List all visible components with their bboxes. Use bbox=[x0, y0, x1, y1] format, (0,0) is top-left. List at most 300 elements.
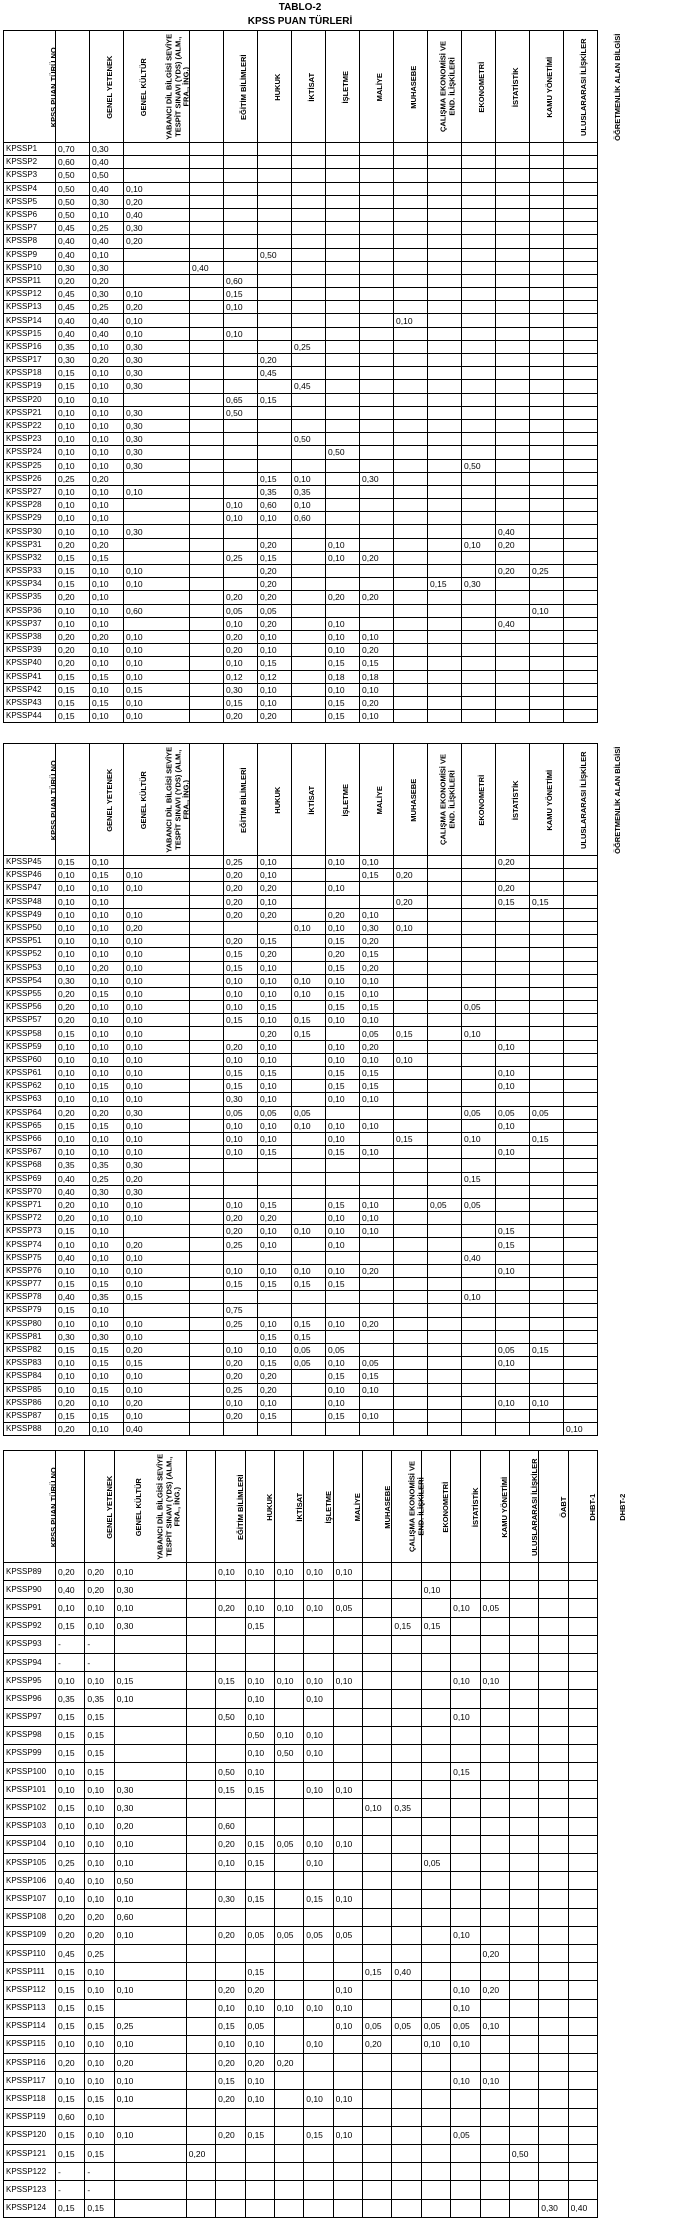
table-cell: 0,35 bbox=[56, 340, 90, 353]
table-cell: 0,15 bbox=[496, 1238, 530, 1251]
table-cell bbox=[530, 1383, 564, 1396]
table-cell bbox=[451, 1635, 480, 1653]
row-code: KPSSP19 bbox=[4, 380, 56, 393]
table-cell: 0,15 bbox=[216, 2017, 245, 2035]
table-cell bbox=[564, 948, 598, 961]
table-cell: 0,40 bbox=[56, 1872, 85, 1890]
table-cell: 0,20 bbox=[258, 882, 292, 895]
table-cell bbox=[539, 1817, 568, 1835]
table-cell bbox=[274, 1872, 303, 1890]
table-cell bbox=[292, 604, 326, 617]
table-cell bbox=[186, 1981, 215, 1999]
table-cell: 0,10 bbox=[360, 710, 394, 723]
table-cell bbox=[428, 274, 462, 287]
row-code: KPSSP31 bbox=[4, 538, 56, 551]
table-cell: 0,10 bbox=[85, 1817, 114, 1835]
table-cell: 0,10 bbox=[90, 380, 124, 393]
table-cell bbox=[224, 1027, 258, 1040]
row-code: KPSSP48 bbox=[4, 895, 56, 908]
table-cell bbox=[530, 644, 564, 657]
table-cell bbox=[530, 1317, 564, 1330]
table-cell: 0,10 bbox=[56, 2072, 85, 2090]
table-cell bbox=[480, 1726, 509, 1744]
row-code: KPSSP52 bbox=[4, 948, 56, 961]
table-cell: 0,10 bbox=[496, 1080, 530, 1093]
table-cell: 0,10 bbox=[421, 1581, 450, 1599]
table-cell bbox=[496, 288, 530, 301]
table-cell: 0,10 bbox=[245, 2090, 274, 2108]
table-cell bbox=[568, 1781, 597, 1799]
table-cell: 0,10 bbox=[326, 551, 360, 564]
table-cell: 0,10 bbox=[56, 459, 90, 472]
table-cell bbox=[190, 948, 224, 961]
table-cell bbox=[428, 1080, 462, 1093]
column-header-label: KPSS PUAN TÜRÜ NO bbox=[48, 1467, 58, 1548]
table-cell bbox=[245, 2181, 274, 2199]
table-cell bbox=[564, 525, 598, 538]
column-header-label: KAMU YÖNETİMİ bbox=[544, 57, 554, 118]
table-cell bbox=[462, 869, 496, 882]
table-cell: 0,10 bbox=[496, 1357, 530, 1370]
table-cell bbox=[564, 380, 598, 393]
table-cell: 0,10 bbox=[304, 1999, 333, 2017]
table-cell: 0,10 bbox=[90, 512, 124, 525]
table-cell: 0,20 bbox=[245, 1981, 274, 1999]
column-header-label: İKTİSAT bbox=[306, 73, 316, 102]
row-code: KPSSP51 bbox=[4, 935, 56, 948]
table-cell bbox=[190, 882, 224, 895]
table-cell bbox=[245, 1799, 274, 1817]
table-row bbox=[4, 274, 598, 287]
table-cell bbox=[245, 1908, 274, 1926]
table-cell bbox=[190, 604, 224, 617]
table-cell: 0,10 bbox=[56, 1067, 90, 1080]
table-cell bbox=[496, 1212, 530, 1225]
table-cell bbox=[363, 1653, 392, 1671]
table-cell bbox=[496, 406, 530, 419]
table-cell bbox=[568, 2181, 597, 2199]
table-cell: 0,10 bbox=[90, 525, 124, 538]
table-cell: 0,05 bbox=[421, 1854, 450, 1872]
table-cell bbox=[190, 591, 224, 604]
table-cell: 0,10 bbox=[114, 1926, 186, 1944]
column-header-label: İKTİSAT bbox=[294, 1493, 304, 1522]
table-cell bbox=[360, 499, 394, 512]
row-code: KPSSP110 bbox=[4, 1944, 56, 1962]
table-cell bbox=[564, 987, 598, 1000]
table-cell: 0,10 bbox=[258, 1040, 292, 1053]
table-cell bbox=[564, 1343, 598, 1356]
table-cell bbox=[360, 143, 394, 156]
table-cell: 0,10 bbox=[258, 961, 292, 974]
table-cell: 0,15 bbox=[224, 1014, 258, 1027]
table-cell bbox=[394, 1357, 428, 1370]
table-cell: 0,15 bbox=[245, 1890, 274, 1908]
table-cell: 0,12 bbox=[224, 670, 258, 683]
table-cell bbox=[539, 1763, 568, 1781]
table-row bbox=[4, 222, 598, 235]
table-cell: 0,10 bbox=[56, 1238, 90, 1251]
row-code: KPSSP112 bbox=[4, 1981, 56, 1999]
row-code: KPSSP90 bbox=[4, 1581, 56, 1599]
table-cell bbox=[421, 2054, 450, 2072]
table-cell bbox=[421, 1981, 450, 1999]
table-cell bbox=[216, 2145, 245, 2163]
table-row bbox=[4, 301, 598, 314]
table-cell bbox=[530, 1370, 564, 1383]
table-cell bbox=[392, 1581, 421, 1599]
table-row bbox=[4, 1278, 598, 1291]
table-cell: 0,15 bbox=[245, 1617, 274, 1635]
table-cell: 0,20 bbox=[363, 2035, 392, 2053]
table-row bbox=[4, 974, 598, 987]
table-row bbox=[4, 1672, 598, 1690]
column-header-label: DHBT-2 bbox=[617, 1493, 627, 1522]
column-header-label: İSTATİSTİK bbox=[510, 780, 520, 821]
table-cell bbox=[274, 2035, 303, 2053]
table-cell bbox=[428, 869, 462, 882]
table-cell bbox=[530, 1278, 564, 1291]
table-cell bbox=[496, 195, 530, 208]
table-cell bbox=[564, 301, 598, 314]
table-cell bbox=[186, 1944, 215, 1962]
table-cell: 0,10 bbox=[56, 512, 90, 525]
table-cell bbox=[480, 1708, 509, 1726]
table-cell bbox=[292, 1291, 326, 1304]
table-cell bbox=[421, 2090, 450, 2108]
table-cell: 0,15 bbox=[90, 696, 124, 709]
table-cell: 0,20 bbox=[216, 1926, 245, 1944]
table-cell: 0,15 bbox=[85, 2145, 114, 2163]
table-cell: 0,10 bbox=[124, 1251, 190, 1264]
table-cell: 0,10 bbox=[124, 1212, 190, 1225]
table-row bbox=[4, 261, 598, 274]
table-cell: 0,30 bbox=[224, 683, 258, 696]
table-cell: 0,10 bbox=[90, 948, 124, 961]
table-cell: 0,10 bbox=[90, 1423, 124, 1436]
table-cell bbox=[480, 1926, 509, 1944]
table-cell bbox=[509, 1781, 538, 1799]
table-cell: - bbox=[85, 1635, 114, 1653]
table-row bbox=[4, 1708, 598, 1726]
table-cell bbox=[124, 393, 190, 406]
table-cell bbox=[539, 1890, 568, 1908]
table-cell: 0,10 bbox=[124, 578, 190, 591]
table-cell bbox=[480, 1653, 509, 1671]
table-cell: 0,10 bbox=[56, 908, 90, 921]
table-cell bbox=[509, 1872, 538, 1890]
table-cell: 0,15 bbox=[326, 696, 360, 709]
table-cell bbox=[428, 1225, 462, 1238]
row-code: KPSSP94 bbox=[4, 1653, 56, 1671]
table-cell bbox=[462, 472, 496, 485]
table-cell bbox=[462, 195, 496, 208]
table-cell: 0,10 bbox=[496, 1119, 530, 1132]
table-cell bbox=[258, 314, 292, 327]
table-cell bbox=[186, 1635, 215, 1653]
table-cell bbox=[568, 1963, 597, 1981]
table-cell bbox=[530, 248, 564, 261]
table-cell bbox=[428, 604, 462, 617]
table-cell bbox=[114, 2199, 186, 2217]
table-cell: 0,25 bbox=[224, 551, 258, 564]
table-cell bbox=[394, 565, 428, 578]
table-cell bbox=[258, 1304, 292, 1317]
column-header-label: ULUSLARARASI İLİŞKİLER bbox=[529, 1458, 539, 1557]
table-cell bbox=[363, 2145, 392, 2163]
table-row bbox=[4, 327, 598, 340]
table-cell bbox=[292, 169, 326, 182]
table-cell bbox=[480, 1799, 509, 1817]
table-cell: 0,30 bbox=[124, 433, 190, 446]
table-cell bbox=[509, 2017, 538, 2035]
table-cell: 0,30 bbox=[124, 446, 190, 459]
table-cell: 0,10 bbox=[124, 696, 190, 709]
table-cell: 0,10 bbox=[480, 2072, 509, 2090]
table-cell bbox=[462, 354, 496, 367]
table-cell bbox=[428, 565, 462, 578]
row-code: KPSSP67 bbox=[4, 1146, 56, 1159]
table-cell bbox=[428, 1357, 462, 1370]
table-row bbox=[4, 1040, 598, 1053]
table-cell: 0,10 bbox=[90, 683, 124, 696]
table-cell bbox=[428, 856, 462, 869]
table-cell bbox=[462, 895, 496, 908]
table-cell: 0,10 bbox=[224, 1001, 258, 1014]
table-cell: 0,15 bbox=[216, 2072, 245, 2090]
table-cell: 0,10 bbox=[274, 1999, 303, 2017]
row-code: KPSSP117 bbox=[4, 2072, 56, 2090]
table-cell bbox=[190, 1132, 224, 1145]
table-cell bbox=[428, 367, 462, 380]
table-cell bbox=[394, 1159, 428, 1172]
table-cell bbox=[224, 314, 258, 327]
row-code: KPSSP61 bbox=[4, 1067, 56, 1080]
table-cell bbox=[333, 1854, 362, 1872]
table-cell bbox=[186, 1799, 215, 1817]
table-cell bbox=[462, 1423, 496, 1436]
table-cell bbox=[292, 1093, 326, 1106]
table-cell: 0,10 bbox=[326, 538, 360, 551]
table-row bbox=[4, 1067, 598, 1080]
table-cell: 0,20 bbox=[258, 591, 292, 604]
row-code: KPSSP2 bbox=[4, 156, 56, 169]
table-cell bbox=[428, 961, 462, 974]
row-code: KPSSP46 bbox=[4, 869, 56, 882]
table-cell bbox=[190, 1278, 224, 1291]
table-cell bbox=[462, 1317, 496, 1330]
table-cell: 0,10 bbox=[326, 1317, 360, 1330]
table-cell bbox=[224, 248, 258, 261]
table-cell: 0,60 bbox=[124, 604, 190, 617]
table-cell: 0,20 bbox=[394, 895, 428, 908]
table-cell bbox=[392, 1999, 421, 2017]
table-cell bbox=[564, 169, 598, 182]
table-row bbox=[4, 1093, 598, 1106]
table-cell: 0,10 bbox=[85, 1835, 114, 1853]
table-cell bbox=[564, 1132, 598, 1145]
table-cell bbox=[292, 222, 326, 235]
table-cell bbox=[428, 301, 462, 314]
table-cell bbox=[480, 2181, 509, 2199]
table-row bbox=[4, 1343, 598, 1356]
table-cell bbox=[462, 235, 496, 248]
table-cell bbox=[496, 143, 530, 156]
table-cell: 0,10 bbox=[124, 987, 190, 1000]
table-cell: 0,15 bbox=[360, 1067, 394, 1080]
table-cell bbox=[564, 1264, 598, 1277]
table-cell: 0,10 bbox=[451, 2035, 480, 2053]
table-cell bbox=[428, 657, 462, 670]
table-cell bbox=[360, 446, 394, 459]
table-cell bbox=[428, 1053, 462, 1066]
table-cell bbox=[564, 261, 598, 274]
row-code: KPSSP91 bbox=[4, 1599, 56, 1617]
table-cell: 0,60 bbox=[216, 1817, 245, 1835]
table-cell: 0,10 bbox=[326, 630, 360, 643]
table-cell: 0,10 bbox=[333, 1999, 362, 2017]
table-cell: 0,10 bbox=[496, 1067, 530, 1080]
table-cell: 0,15 bbox=[224, 1080, 258, 1093]
table-cell bbox=[326, 182, 360, 195]
table-cell bbox=[292, 406, 326, 419]
table-cell bbox=[274, 1981, 303, 1999]
table-cell: 0,05 bbox=[462, 1106, 496, 1119]
row-code: KPSSP11 bbox=[4, 274, 56, 287]
table-cell bbox=[539, 2163, 568, 2181]
table-cell bbox=[530, 340, 564, 353]
table-cell bbox=[363, 1999, 392, 2017]
table-cell: 0,15 bbox=[258, 935, 292, 948]
table-cell: 0,05 bbox=[333, 1926, 362, 1944]
column-header-label: MALİYE bbox=[374, 786, 384, 815]
table-cell: 0,15 bbox=[245, 1854, 274, 1872]
table-cell bbox=[564, 551, 598, 564]
table-cell: 0,10 bbox=[326, 1119, 360, 1132]
table-cell: 0,10 bbox=[224, 1198, 258, 1211]
row-code: KPSSP109 bbox=[4, 1926, 56, 1944]
table-cell bbox=[190, 1330, 224, 1343]
table-cell bbox=[274, 2181, 303, 2199]
table-cell: 0,10 bbox=[333, 2017, 362, 2035]
table-cell bbox=[190, 921, 224, 934]
table-cell bbox=[363, 2126, 392, 2144]
table-cell bbox=[462, 1264, 496, 1277]
table-cell bbox=[480, 2108, 509, 2126]
table-row bbox=[4, 208, 598, 221]
table-cell bbox=[421, 1563, 450, 1581]
table-cell: 0,15 bbox=[360, 1080, 394, 1093]
table-cell: 0,20 bbox=[224, 882, 258, 895]
table-cell bbox=[564, 1225, 598, 1238]
table-cell: 0,15 bbox=[224, 696, 258, 709]
table-cell bbox=[496, 948, 530, 961]
table-cell bbox=[394, 235, 428, 248]
table-cell bbox=[333, 1963, 362, 1981]
table-cell: 0,15 bbox=[421, 1617, 450, 1635]
table-cell: 0,15 bbox=[496, 1225, 530, 1238]
table-cell bbox=[190, 1357, 224, 1370]
table-cell bbox=[326, 433, 360, 446]
table-cell bbox=[394, 1040, 428, 1053]
table-cell bbox=[326, 274, 360, 287]
table-cell bbox=[258, 380, 292, 393]
table-cell bbox=[333, 1944, 362, 1962]
table-cell: 0,10 bbox=[360, 987, 394, 1000]
table-cell: 0,10 bbox=[224, 987, 258, 1000]
table-cell: 0,10 bbox=[124, 1001, 190, 1014]
table-cell bbox=[190, 446, 224, 459]
table-cell: 0,15 bbox=[292, 1014, 326, 1027]
row-code: KPSSP119 bbox=[4, 2108, 56, 2126]
table-cell bbox=[292, 182, 326, 195]
table-cell bbox=[326, 367, 360, 380]
table-cell: 0,10 bbox=[530, 604, 564, 617]
table-cell bbox=[496, 1198, 530, 1211]
table-cell bbox=[462, 591, 496, 604]
score-table-part-1 bbox=[3, 30, 622, 723]
table-row bbox=[4, 1944, 598, 1962]
table-cell bbox=[530, 948, 564, 961]
table-cell: 0,10 bbox=[114, 1854, 186, 1872]
table-cell: 0,15 bbox=[85, 1744, 114, 1762]
table-cell bbox=[392, 2163, 421, 2181]
table-cell: 0,15 bbox=[56, 1343, 90, 1356]
table-cell bbox=[462, 1146, 496, 1159]
table-row bbox=[4, 340, 598, 353]
table-cell bbox=[568, 2035, 597, 2053]
table-cell bbox=[360, 459, 394, 472]
table-cell: 0,10 bbox=[394, 1053, 428, 1066]
table-cell: 0,20 bbox=[360, 1040, 394, 1053]
table-cell bbox=[190, 1198, 224, 1211]
table-cell: 0,20 bbox=[326, 908, 360, 921]
table-cell bbox=[114, 2163, 186, 2181]
table-row bbox=[4, 869, 598, 882]
table-cell bbox=[428, 1067, 462, 1080]
table-row bbox=[4, 195, 598, 208]
table-cell bbox=[428, 1119, 462, 1132]
table-cell: 0,40 bbox=[124, 1423, 190, 1436]
table-cell bbox=[392, 1726, 421, 1744]
table-cell bbox=[568, 1981, 597, 1999]
table-cell bbox=[274, 1708, 303, 1726]
row-code: KPSSP72 bbox=[4, 1212, 56, 1225]
table-cell bbox=[326, 1304, 360, 1317]
table-cell: 0,10 bbox=[56, 1317, 90, 1330]
row-code: KPSSP83 bbox=[4, 1357, 56, 1370]
table-cell: 0,10 bbox=[304, 2035, 333, 2053]
table-row bbox=[4, 1396, 598, 1409]
table-cell bbox=[190, 499, 224, 512]
table-cell bbox=[496, 921, 530, 934]
table-cell bbox=[451, 1908, 480, 1926]
table-cell bbox=[530, 551, 564, 564]
table-cell: 0,10 bbox=[56, 935, 90, 948]
table-cell bbox=[216, 2108, 245, 2126]
table-cell bbox=[451, 1563, 480, 1581]
table-cell bbox=[568, 2054, 597, 2072]
table-cell bbox=[190, 380, 224, 393]
row-code: KPSSP37 bbox=[4, 617, 56, 630]
table-cell bbox=[190, 274, 224, 287]
table-cell bbox=[394, 617, 428, 630]
table-cell bbox=[428, 1251, 462, 1264]
table-cell: 0,10 bbox=[56, 1672, 85, 1690]
table-cell bbox=[462, 169, 496, 182]
table-cell bbox=[428, 314, 462, 327]
column-header bbox=[56, 1451, 114, 1563]
